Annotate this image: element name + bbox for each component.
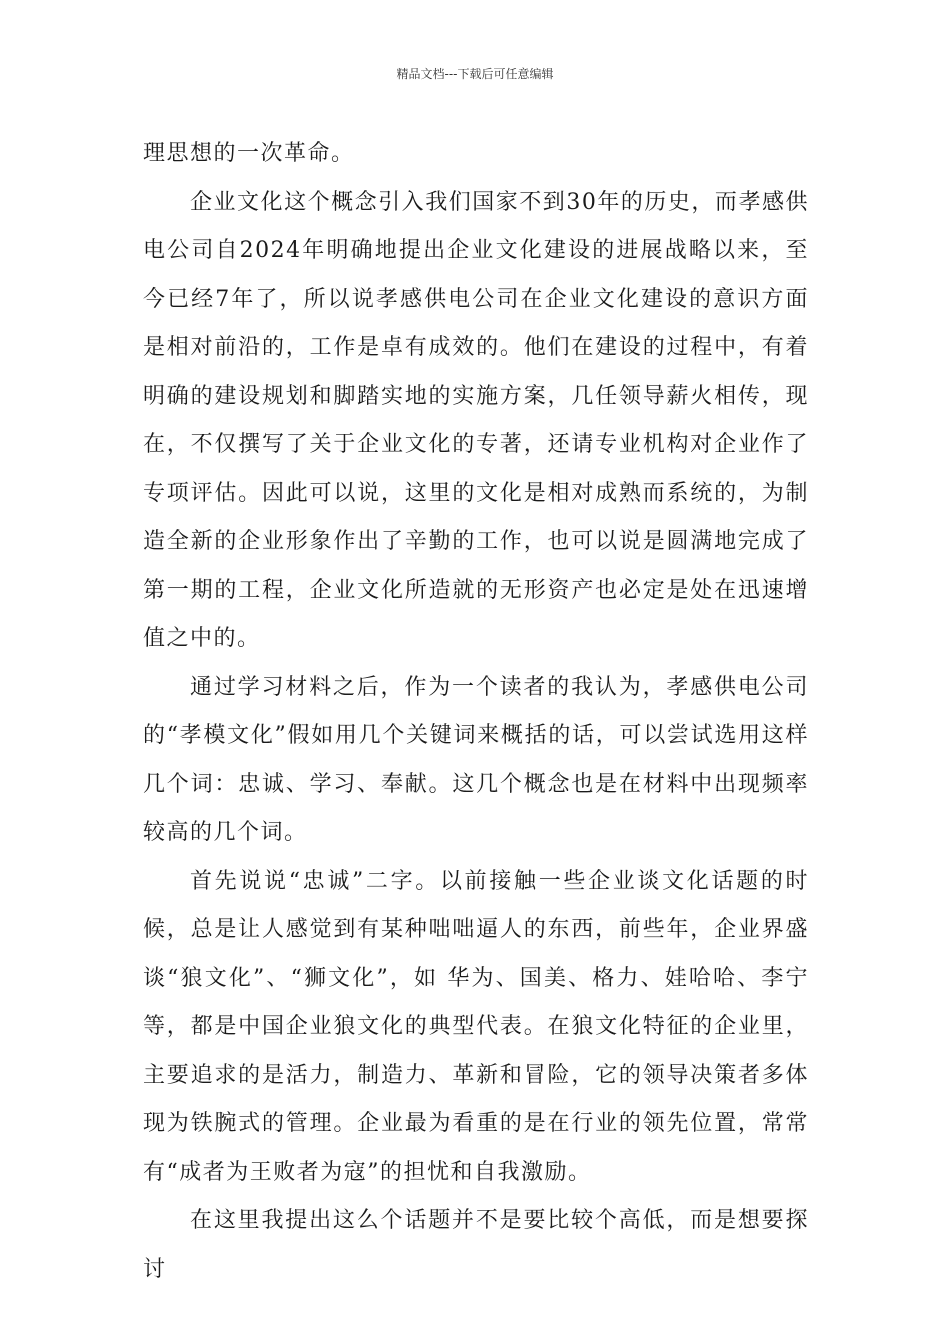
- paragraph-3: 通过学习材料之后，作为一个读者的我认为，孝感供电公司的“孝模文化”假如用几个关键词来概括的话，可以尝试选用这样几个词：忠诚、学习、奉献。这几个概念也是在材料中出现频率较高的几个词。: [143, 674, 809, 845]
- paragraph-1: 理思想的一次革命。: [143, 141, 355, 166]
- document-body: [143, 130, 809, 1294]
- paragraph-4: 首先说说“忠诚”二字。以前接触一些企业谈文化话题的时候，总是让人感觉到有某种咄咄逼人的东西，前些年，企业界盛谈“狼文化”、“狮文化”，如 华为、国美、格力、娃哈哈、李宁等，都是中国企业狼文化的典型代表。在狼文化特征的企业里，主要追求的是活力，制造力、革新和冒险，它的领导决策者多体现为铁腕式的管理。企业最为看重的是在行业的领先位置，常常有“成者为王败者为寇”的担忧和自我激励。: [143, 868, 809, 1185]
- paragraph-2: 企业文化这个概念引入我们国家不到30年的历史，而孝感供电公司自2024年明确地提出企业文化建设的进展战略以来，至今已经7年了，所以说孝感供电公司在企业文化建设的意识方面是相对前沿的，工作是卓有成效的。他们在建设的过程中，有着明确的建设规划和脚踏实地的实施方案，几任领导薪火相传，现在，不仅撰写了关于企业文化的专著，还请专业机构对企业作了专项评估。因此可以说，这里的文化是相对成熟而系统的，为制造全新的企业形象作出了辛勤的工作，也可以说是圆满地完成了第一期的工程，企业文化所造就的无形资产也必定是处在迅速增值之中的。: [143, 189, 809, 651]
- paragraph-5: 在这里我提出这么个话题并不是要比较个高低，而是想要探讨: [143, 1208, 809, 1282]
- page-header: 精品文档---下载后可任意编辑: [396, 67, 554, 81]
